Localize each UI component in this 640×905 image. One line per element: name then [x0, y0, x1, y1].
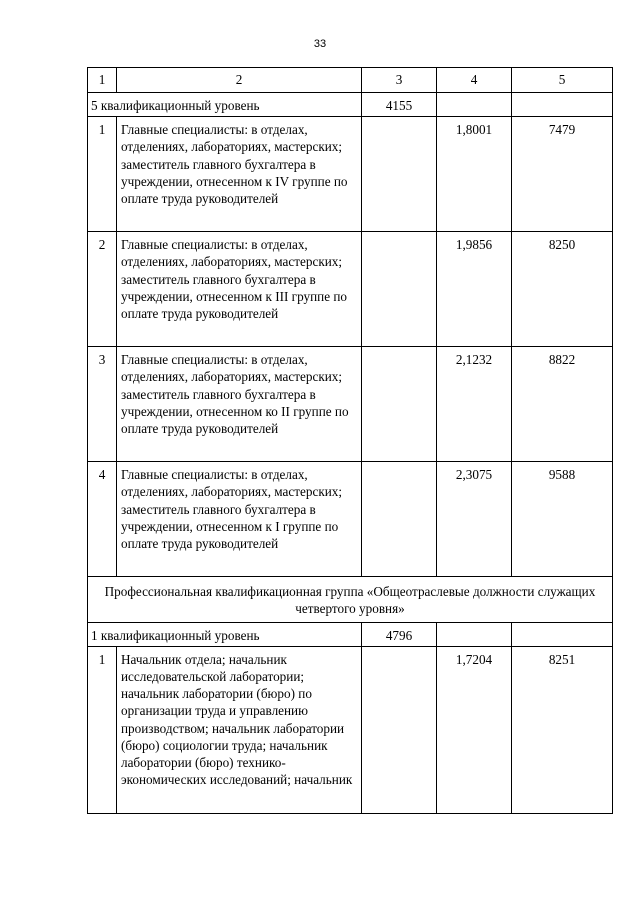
empty-cell [362, 646, 437, 813]
row-number: 1 [88, 646, 117, 813]
empty-cell [362, 347, 437, 462]
coefficient: 1,9856 [437, 232, 512, 347]
row-number: 2 [88, 232, 117, 347]
row-number: 4 [88, 462, 117, 577]
empty-cell [362, 462, 437, 577]
qualification-level-row [88, 93, 613, 117]
empty-cell [512, 622, 613, 646]
header-col-5: 5 [512, 68, 613, 93]
row-number: 1 [88, 117, 117, 232]
empty-cell [437, 622, 512, 646]
table-row [88, 232, 613, 347]
qualification-level-base: 4155 [362, 93, 437, 117]
coefficient: 2,3075 [437, 462, 512, 577]
table-header-row [88, 68, 613, 93]
position-description: Главные специалисты: в отделах, отделениях, лабораториях, мастерских; заместитель главного бухгалтера в учреждении, отнесенном к I группе по оплате труда руководителей [117, 462, 362, 577]
salary: 9588 [512, 462, 613, 577]
empty-cell [512, 93, 613, 117]
table-row [88, 646, 613, 813]
salary: 8251 [512, 646, 613, 813]
group-title-row [88, 577, 613, 622]
header-col-4: 4 [437, 68, 512, 93]
header-col-2: 2 [117, 68, 362, 93]
salary: 8250 [512, 232, 613, 347]
header-col-3: 3 [362, 68, 437, 93]
empty-cell [362, 232, 437, 347]
page-number: 33 [313, 38, 327, 50]
header-col-1: 1 [88, 68, 117, 93]
empty-cell [362, 117, 437, 232]
position-description: Главные специалисты: в отделах, отделениях, лабораториях, мастерских; заместитель главного бухгалтера в учреждении, отнесенном ко II группе по оплате труда руководителей [117, 347, 362, 462]
group-title: Профессиональная квалификационная группа «Общеотраслевые должности служащих четвертого уровня» [88, 577, 613, 622]
table-row [88, 347, 613, 462]
position-description: Главные специалисты: в отделах, отделениях, лабораториях, мастерских; заместитель главного бухгалтера в учреждении, отнесенном к III группе по оплате труда руководителей [117, 232, 362, 347]
coefficient: 2,1232 [437, 347, 512, 462]
position-description: Начальник отдела; начальник исследовательской лаборатории; начальник лаборатории (бюро) по организации труда и управлению производством; начальник лаборатории (бюро) социологии труда; начальник лаборатории (бюро) технико-экономических исследований; начальник [117, 646, 362, 813]
empty-cell [437, 93, 512, 117]
table-row [88, 117, 613, 232]
salary: 8822 [512, 347, 613, 462]
qualification-level-base: 4796 [362, 622, 437, 646]
qualification-level-row [88, 622, 613, 646]
salary: 7479 [512, 117, 613, 232]
qualification-level-label: 5 квалификационный уровень [88, 93, 362, 117]
position-description: Главные специалисты: в отделах, отделениях, лабораториях, мастерских; заместитель главного бухгалтера в учреждении, отнесенном к IV группе по оплате труда руководителей [117, 117, 362, 232]
salary-table [87, 67, 613, 814]
coefficient: 1,7204 [437, 646, 512, 813]
coefficient: 1,8001 [437, 117, 512, 232]
qualification-level-label: 1 квалификационный уровень [88, 622, 362, 646]
table-row [88, 462, 613, 577]
row-number: 3 [88, 347, 117, 462]
